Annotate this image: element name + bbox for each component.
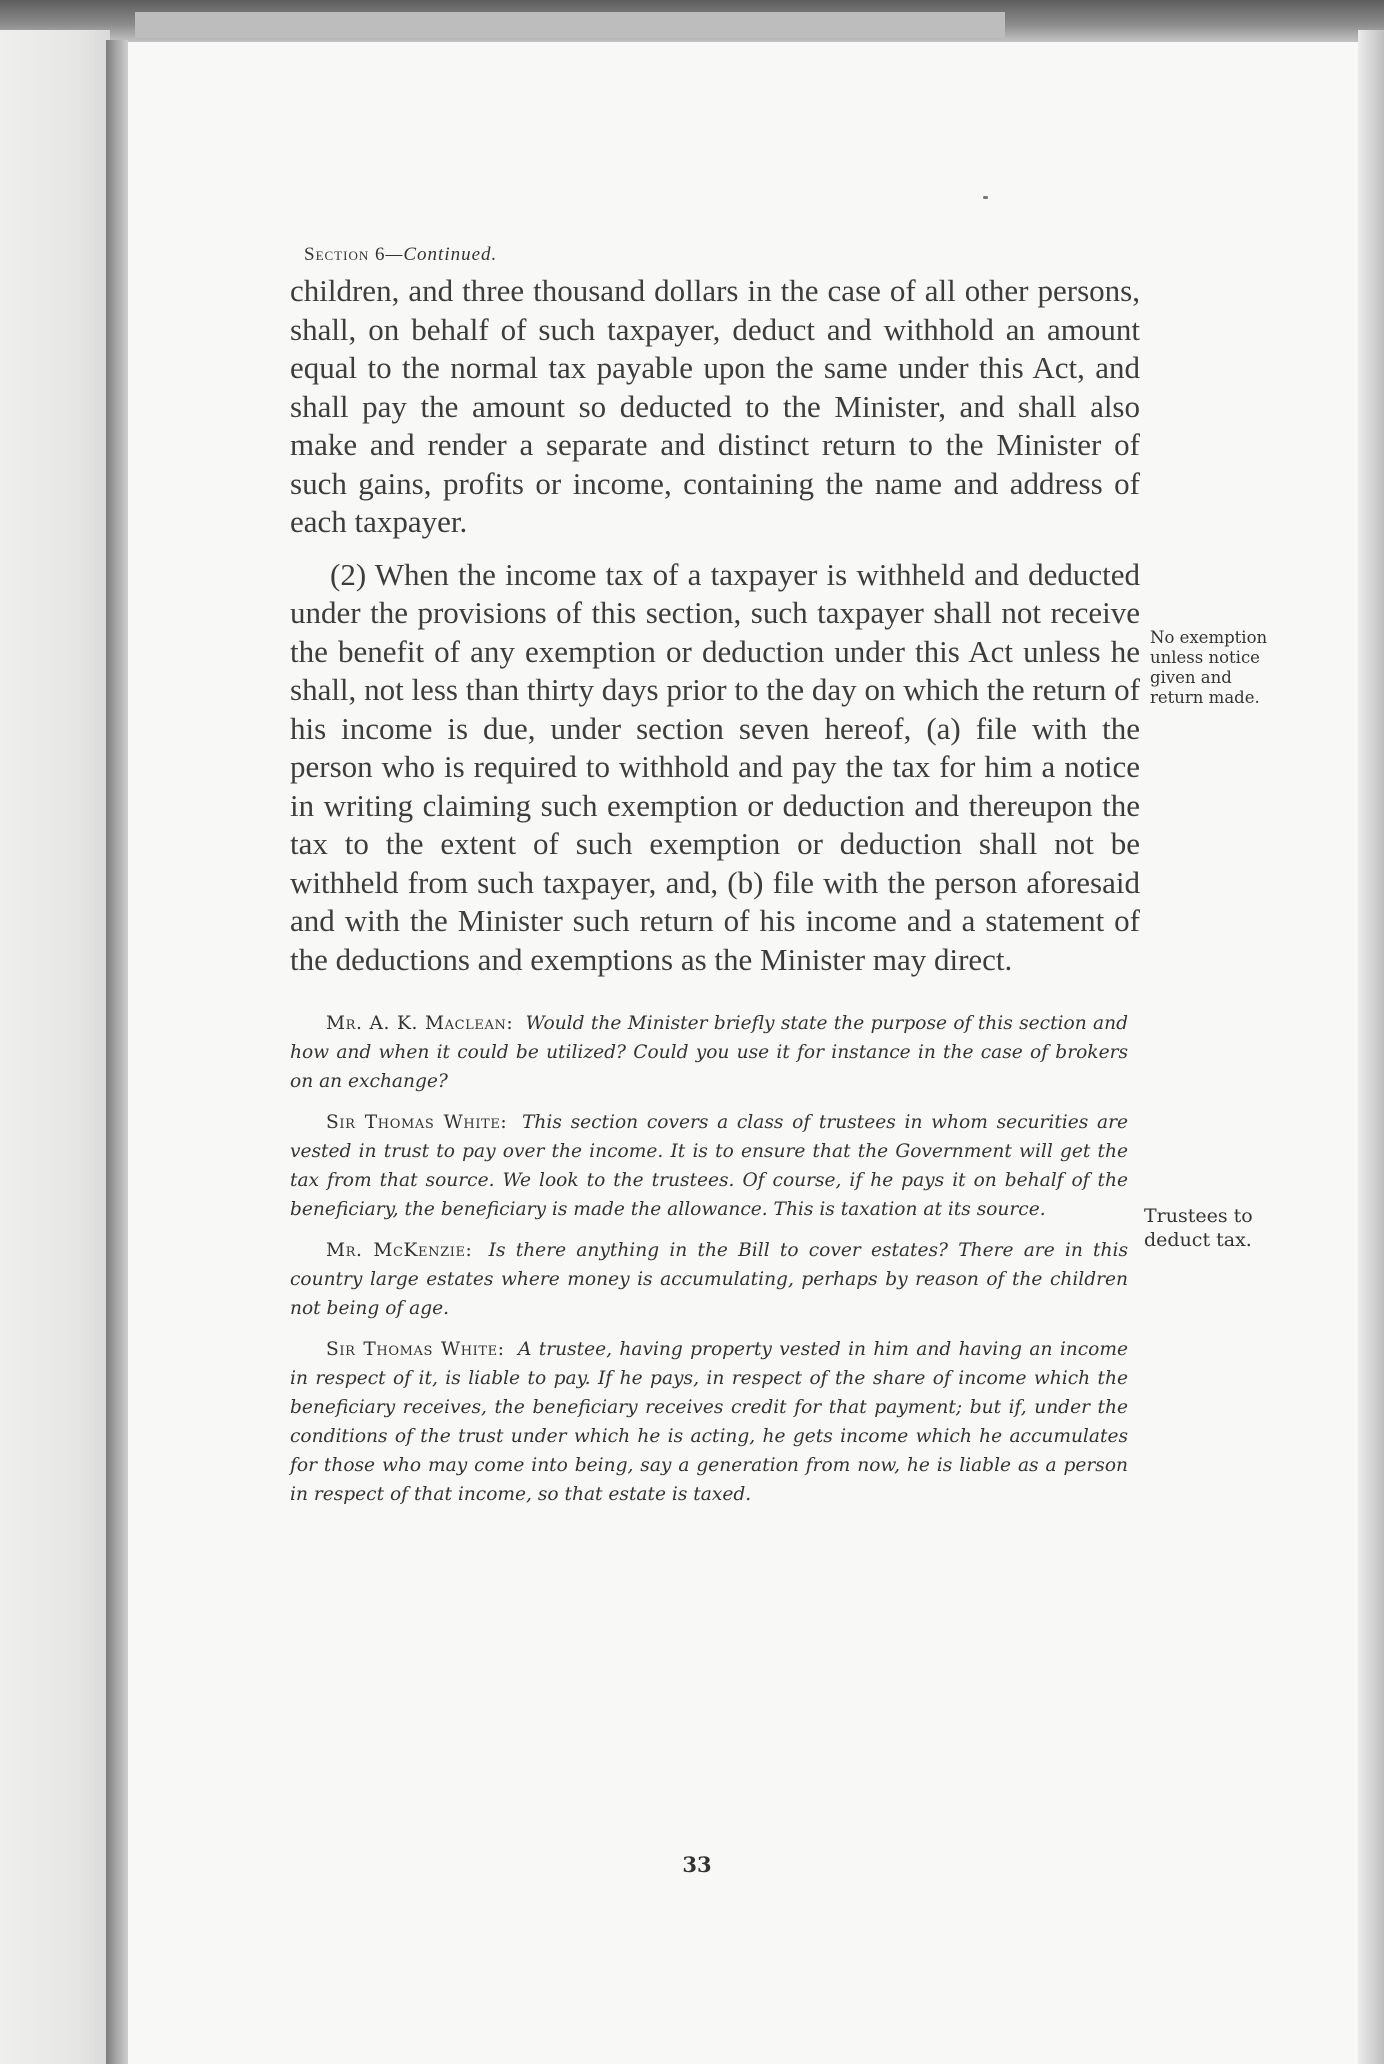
running-head-section: Section 6	[304, 244, 386, 265]
debate-text-2: This section covers a class of trustees in whom securities are vested in trust to pay over the income. It is to ensure that the Government will get the tax from that source. We look to the trustees. Of course, if he pays it on behalf of the beneficiary, the beneficiary is made the allowance. This is taxation at its source.	[290, 1112, 1128, 1220]
debate-speaker-4: Sir Thomas White:	[326, 1339, 505, 1360]
body-paragraph-1: children, and three thousand dollars in the case of all other persons, shall, on behalf of such taxpayer, deduct and withhold an amount equal to the normal tax payable upon the same under this Act, and shall pay the amount so deducted to the Minister, and shall also make and render a separate and distinct return to the Minister of such gains, profits or income, containing the name and address of each taxpayer.	[290, 273, 1140, 539]
debate-text-1: Would the Minister briefly state the purpose of this section and how and when it could be utilized? Could you use it for instance in the case of brokers on an exchange?	[290, 1013, 1128, 1092]
page-number: 33	[682, 1852, 712, 1877]
debate-entry-1	[290, 1009, 1128, 1096]
debate-entry-4	[290, 1335, 1128, 1509]
page-content	[290, 244, 1140, 1509]
running-head-continued: —Continued.	[385, 244, 498, 265]
debate-entry-3	[290, 1236, 1128, 1323]
debate-entry-2	[290, 1108, 1128, 1224]
debate-speaker-2: Sir Thomas White:	[326, 1112, 508, 1133]
debate-speaker-3: Mr. McKenzie:	[326, 1240, 473, 1261]
debate-text-4: A trustee, having property vested in him and having an income in respect of it, is liable to pay. If he pays, in respect of the share of income which the beneficiary receives, the beneficiary receives credit for that payment; but if, under the conditions of the trust under which he is acting, he gets income which he accumulates for those who may come into being, say a generation from now, he is liable as a person in respect of that income, so that estate is taxed.	[290, 1339, 1128, 1505]
sidenote-trustees: Trustees to deduct tax.	[1144, 1205, 1253, 1251]
page-right-edge	[1358, 30, 1384, 2064]
running-head	[304, 244, 1140, 266]
scanner-top-strip-highlight	[135, 12, 1005, 38]
facing-page-edge	[0, 30, 110, 2064]
dust-speck	[983, 196, 988, 199]
debate-text-3: Is there anything in the Bill to cover estates? There are in this country large estates where money is accumulating, perhaps by reason of the children not being of age.	[290, 1240, 1128, 1319]
sidenote-exemption: No exemption unless notice given and return made.	[1150, 628, 1268, 707]
book-spine-shadow	[106, 40, 128, 2064]
debate-speaker-1: Mr. A. K. Maclean:	[326, 1013, 514, 1034]
body-paragraph-2: (2) When the income tax of a taxpayer is withheld and deducted under the provisions of this section, such taxpayer shall not receive the benefit of any exemption or deduction under this Act unless he shall, not less than thirty days prior to the day on which the return of his income is due, under section seven hereof, (a) file with the person who is required to withhold and pay the tax for him a notice in writing claiming such exemption or deduction and thereupon the tax to the extent of such exemption or deduction shall not be withheld from such taxpayer, and, (b) file with the person aforesaid and with the Minister such return of his income and a statement of the deductions and exemptions as the Minister may direct.	[290, 556, 1140, 977]
